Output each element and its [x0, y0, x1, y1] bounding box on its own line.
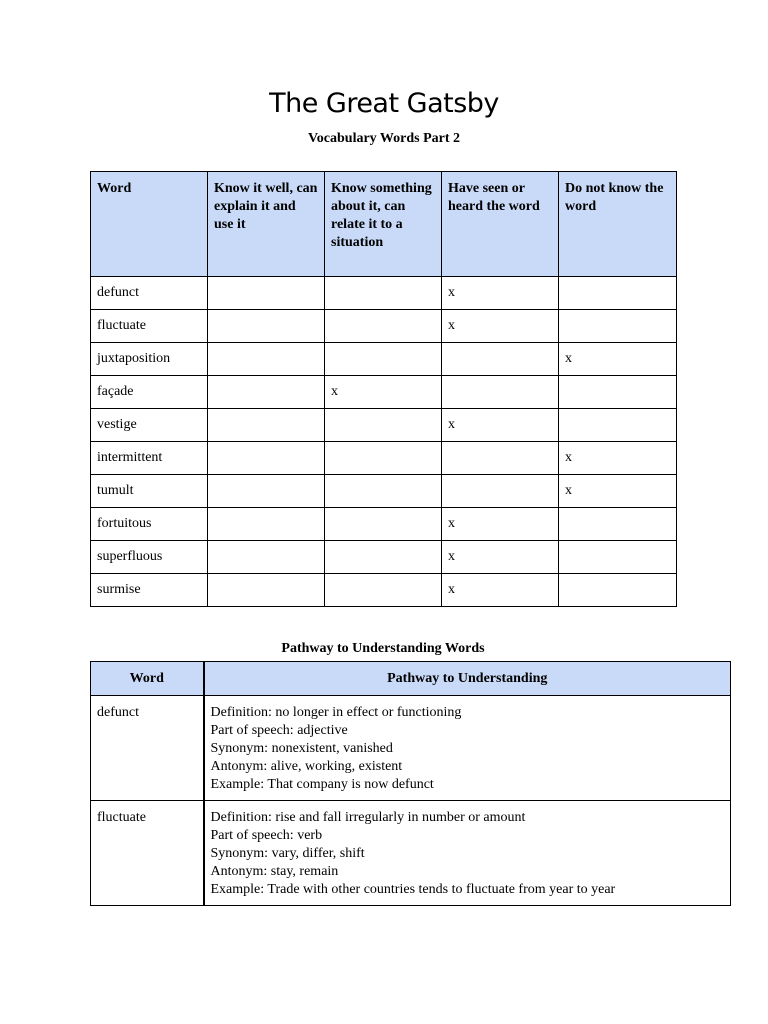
document-title: The Great Gatsby [269, 88, 499, 119]
vocab-mark-cell: x [559, 475, 677, 508]
vocab-mark-cell: x [559, 343, 677, 376]
pathway-word-cell: defunct [91, 696, 204, 801]
antonym-line: Antonym: alive, working, existent [210, 759, 403, 774]
vocab-mark-cell [208, 574, 325, 607]
vocab-mark-cell: x [442, 409, 559, 442]
vocabulary-header-row [91, 172, 677, 277]
vocab-mark-cell [442, 376, 559, 409]
vocab-mark-cell [559, 376, 677, 409]
vocab-word-cell: fluctuate [91, 310, 208, 343]
vocab-mark-cell [325, 541, 442, 574]
vocab-mark-cell [325, 475, 442, 508]
pathway-heading: Pathway to Understanding Words [281, 641, 485, 656]
vocab-word-cell: intermittent [91, 442, 208, 475]
definition-line: Definition: no longer in effect or functioning [210, 705, 462, 720]
vocab-mark-cell [559, 409, 677, 442]
vocab-mark-cell: x [325, 376, 442, 409]
vocab-mark-cell [559, 508, 677, 541]
antonym-line: Antonym: stay, remain [210, 864, 339, 879]
vocab-word-cell: fortuitous [91, 508, 208, 541]
vocab-word-cell: vestige [91, 409, 208, 442]
vocab-header-do-not-know: Do not know the word [559, 172, 677, 277]
vocab-mark-cell [208, 508, 325, 541]
vocab-mark-cell [208, 541, 325, 574]
vocab-mark-cell: x [559, 442, 677, 475]
document-subtitle: Vocabulary Words Part 2 [307, 131, 461, 146]
table-row [91, 801, 731, 906]
pathway-word-cell: fluctuate [91, 801, 204, 906]
pathway-details-cell [204, 801, 731, 906]
vocab-mark-cell: x [442, 277, 559, 310]
table-row [91, 574, 677, 607]
table-row [91, 541, 677, 574]
table-row [91, 409, 677, 442]
definition-line: Definition: rise and fall irregularly in number or amount [210, 810, 526, 825]
vocab-mark-cell: x [442, 541, 559, 574]
table-row [91, 475, 677, 508]
vocab-mark-cell [559, 277, 677, 310]
pathway-header-word: Word [91, 662, 204, 696]
vocab-mark-cell [325, 277, 442, 310]
vocab-mark-cell [442, 475, 559, 508]
pathway-table [90, 661, 731, 906]
table-row [91, 508, 677, 541]
vocab-word-cell: tumult [91, 475, 208, 508]
vocab-mark-cell [325, 409, 442, 442]
vocab-mark-cell [208, 409, 325, 442]
vocab-mark-cell [325, 442, 442, 475]
vocab-mark-cell [208, 310, 325, 343]
vocab-mark-cell [208, 475, 325, 508]
vocab-mark-cell [208, 376, 325, 409]
pathway-details-cell [204, 696, 731, 801]
table-row [91, 696, 731, 801]
vocab-mark-cell [208, 277, 325, 310]
part-of-speech-line: Part of speech: verb [210, 828, 323, 843]
vocab-mark-cell [442, 442, 559, 475]
synonym-line: Synonym: vary, differ, shift [210, 846, 365, 861]
vocab-mark-cell [325, 310, 442, 343]
pathway-header-row [91, 662, 731, 696]
vocab-mark-cell: x [442, 508, 559, 541]
table-row [91, 277, 677, 310]
vocab-header-seen-heard: Have seen or heard the word [442, 172, 559, 277]
vocab-mark-cell [325, 574, 442, 607]
vocabulary-table [90, 171, 677, 607]
pathway-header-understanding: Pathway to Understanding [204, 662, 731, 696]
table-row [91, 442, 677, 475]
vocab-mark-cell [559, 310, 677, 343]
vocab-word-cell: superfluous [91, 541, 208, 574]
example-line: Example: That company is now defunct [210, 777, 434, 792]
synonym-line: Synonym: nonexistent, vanished [210, 741, 393, 756]
vocab-mark-cell [325, 508, 442, 541]
example-line: Example: Trade with other countries tends to fluctuate from year to year [210, 882, 616, 897]
vocab-mark-cell: x [442, 310, 559, 343]
vocab-header-know-something: Know something about it, can relate it to a situation [325, 172, 442, 277]
vocab-header-word: Word [91, 172, 208, 277]
vocab-mark-cell: x [442, 574, 559, 607]
vocab-word-cell: defunct [91, 277, 208, 310]
part-of-speech-line: Part of speech: adjective [210, 723, 348, 738]
vocab-mark-cell [325, 343, 442, 376]
vocab-mark-cell [208, 343, 325, 376]
vocab-header-know-well: Know it well, can explain it and use it [208, 172, 325, 277]
vocab-mark-cell [208, 442, 325, 475]
vocab-word-cell: juxtaposition [91, 343, 208, 376]
vocab-mark-cell [442, 343, 559, 376]
table-row [91, 376, 677, 409]
vocab-mark-cell [559, 574, 677, 607]
table-row [91, 310, 677, 343]
vocab-word-cell: surmise [91, 574, 208, 607]
vocab-mark-cell [559, 541, 677, 574]
vocab-word-cell: façade [91, 376, 208, 409]
table-row [91, 343, 677, 376]
